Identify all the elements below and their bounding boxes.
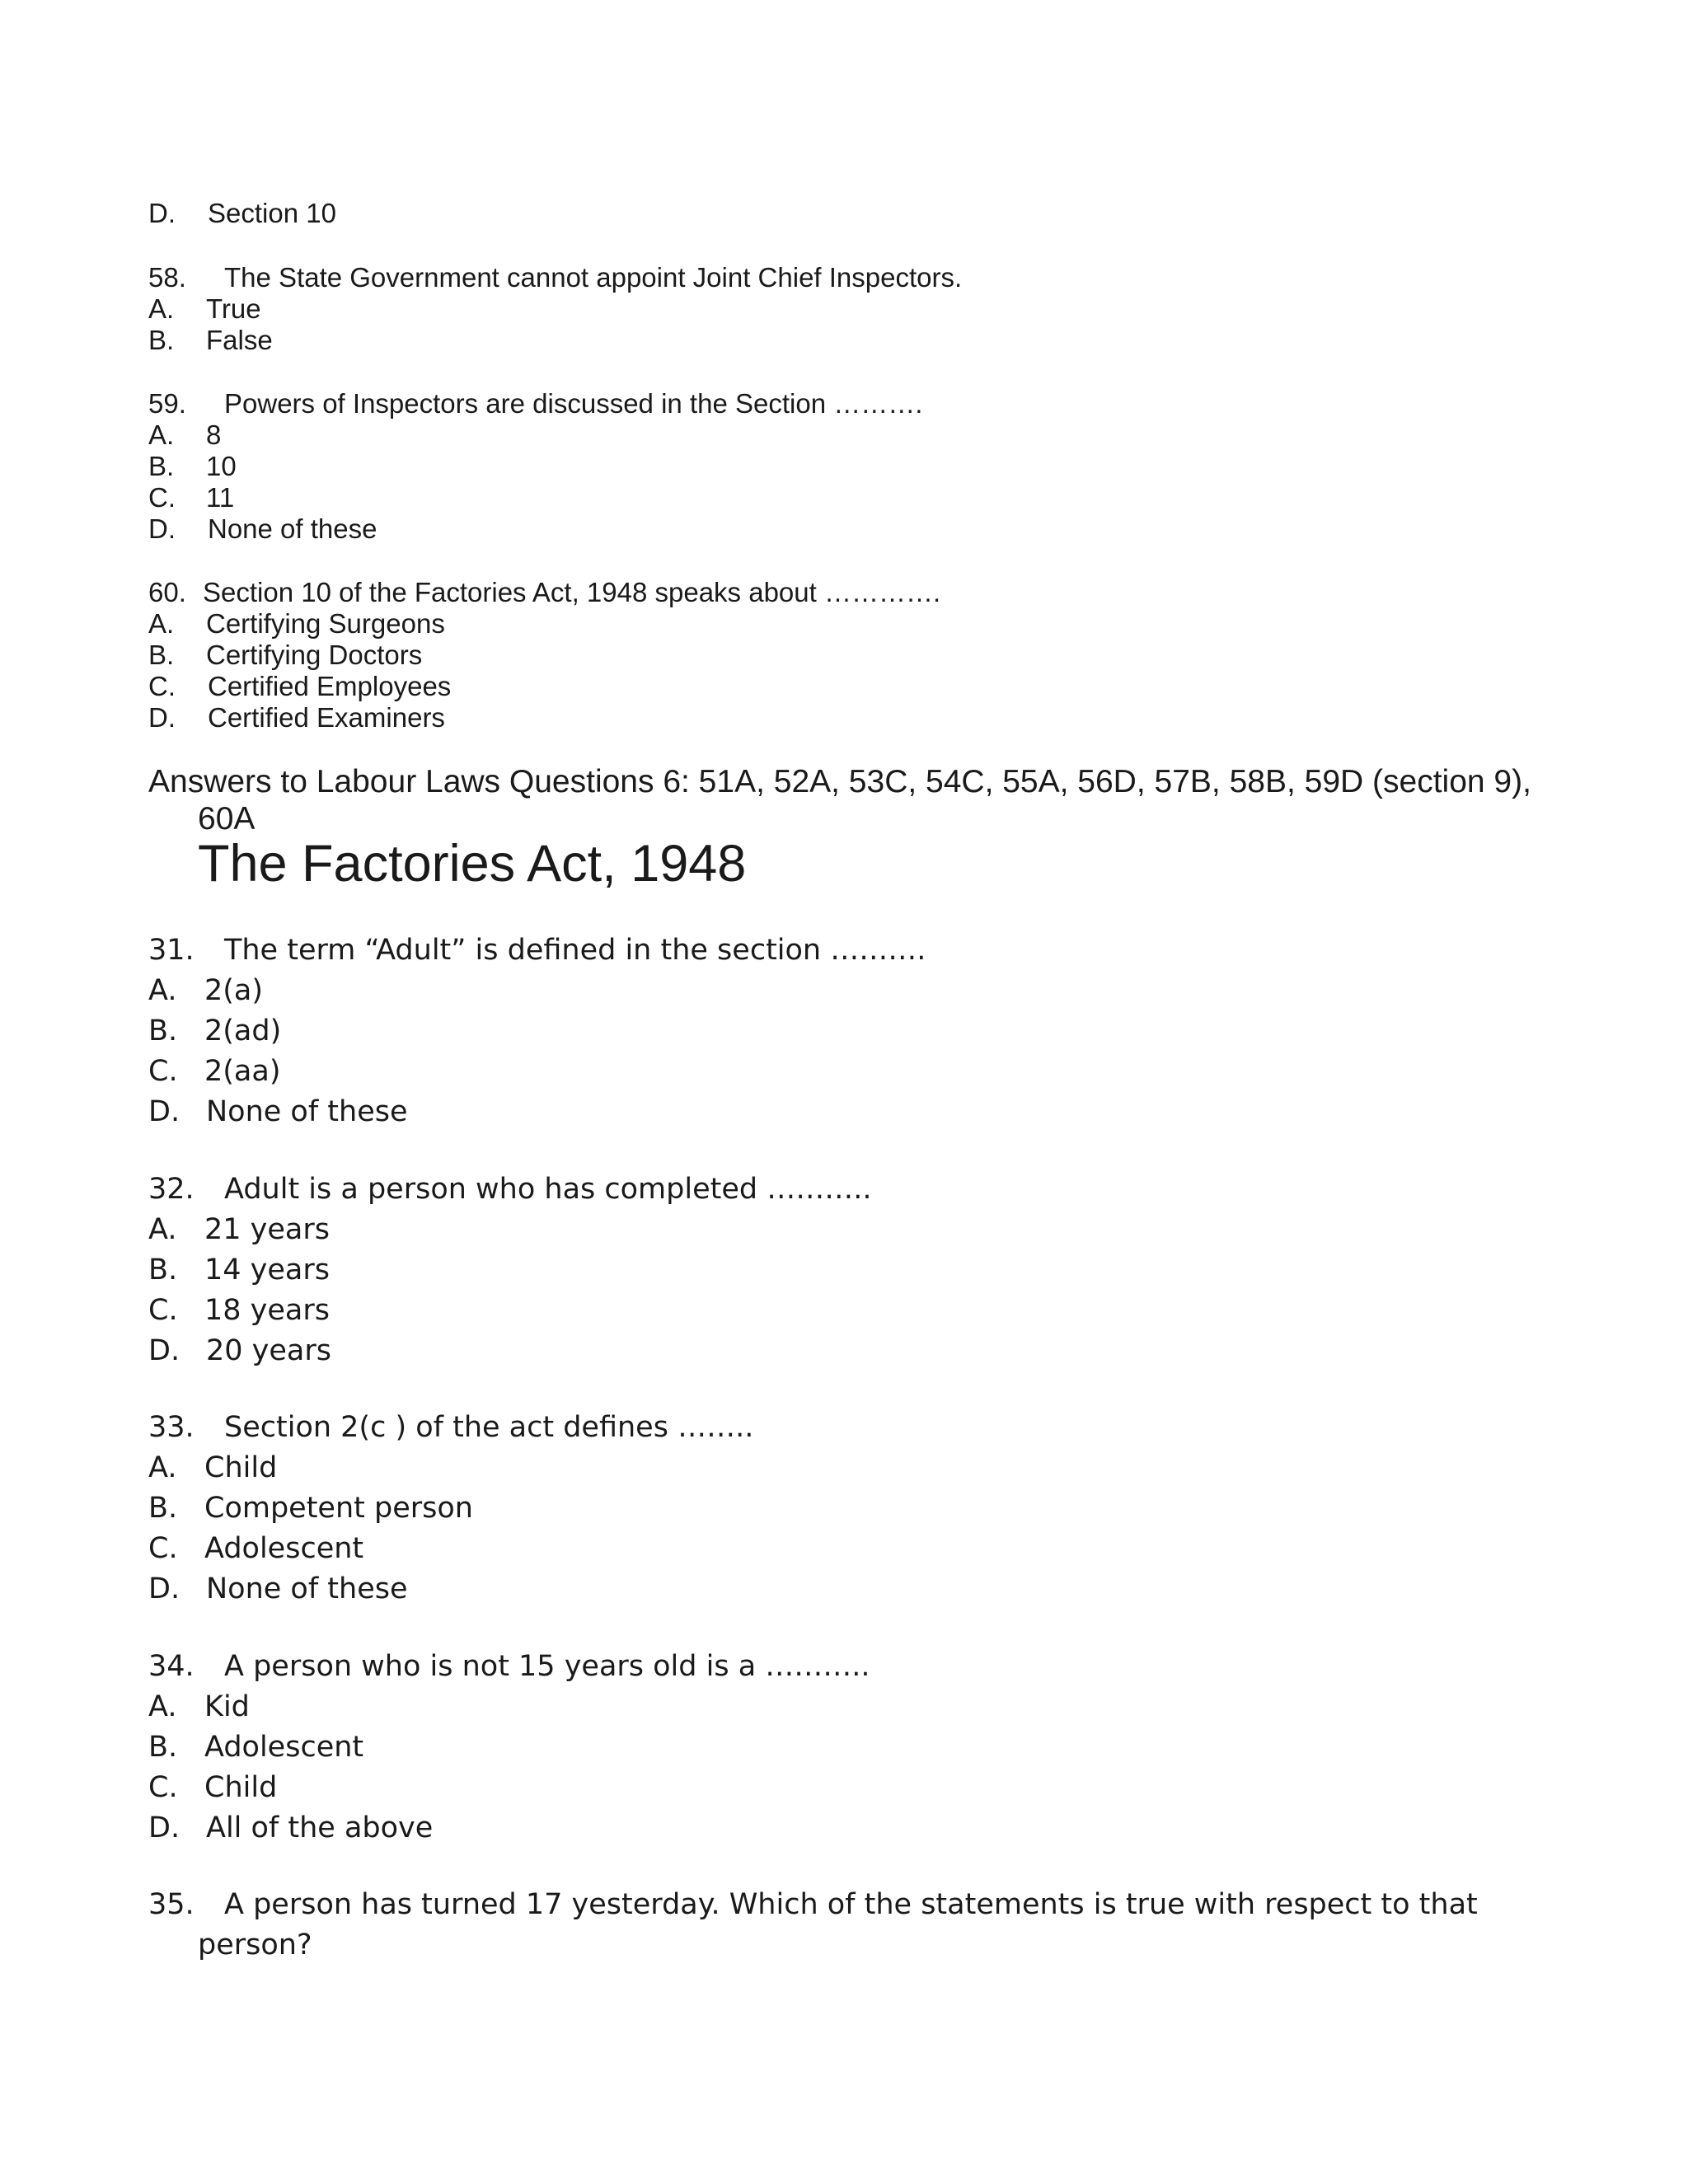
option-label: B.: [148, 1492, 178, 1525]
option-text: Certified Examiners: [208, 702, 445, 733]
option-label: A.: [148, 419, 175, 450]
question-number: 33.: [148, 1411, 195, 1444]
option-text: Certified Employees: [208, 671, 452, 701]
option-text: Certifying Surgeons: [206, 608, 445, 639]
option-text: 11: [206, 482, 235, 513]
option-text: Child: [204, 1771, 278, 1804]
option-label: D.: [148, 1334, 181, 1367]
question-number: 58.: [148, 262, 186, 293]
option-label: C.: [148, 671, 176, 701]
option-text: 10: [206, 451, 237, 481]
option-text: None of these: [208, 513, 377, 544]
option-label: A.: [148, 974, 177, 1007]
option-label: D.: [148, 1572, 181, 1605]
option-text: Certifying Doctors: [206, 640, 423, 670]
option-text: 14 years: [204, 1254, 330, 1286]
question-number: 60.: [148, 577, 186, 607]
option-label: C.: [148, 1532, 178, 1565]
option-text: Kid: [204, 1690, 250, 1723]
option-text: None of these: [206, 1095, 408, 1128]
option-label: A.: [148, 608, 175, 639]
option-label: D.: [148, 198, 176, 228]
option-label: D.: [148, 702, 176, 733]
answers-line: 60A: [198, 801, 256, 837]
question-number: 31.: [148, 934, 195, 967]
option-label: B.: [148, 451, 175, 481]
option-text: 2(a): [204, 974, 264, 1007]
option-label: B.: [148, 640, 175, 670]
question-text: Section 2(c ) of the act defines ……..: [224, 1411, 754, 1444]
option-text: 2(ad): [204, 1015, 282, 1047]
option-label: B.: [148, 325, 175, 355]
question-text: A person who is not 15 years old is a ………..: [224, 1650, 870, 1683]
option-label: C.: [148, 1771, 178, 1804]
question-number: 35.: [148, 1888, 195, 1921]
section-title: The Factories Act, 1948: [198, 835, 747, 893]
question-number: 34.: [148, 1650, 195, 1683]
option-text: None of these: [206, 1572, 408, 1605]
option-text: 8: [206, 419, 222, 450]
question-text: Section 10 of the Factories Act, 1948 speaks about ………….: [203, 577, 941, 607]
option-text: Child: [204, 1451, 278, 1484]
option-text: True: [206, 293, 261, 324]
question-text-continuation: person?: [198, 1929, 312, 1961]
question-text: The State Government cannot appoint Joint Chief Inspectors.: [224, 262, 963, 293]
option-label: A.: [148, 293, 175, 324]
option-label: B.: [148, 1731, 178, 1764]
question-number: 59.: [148, 388, 186, 419]
option-label: D.: [148, 513, 176, 544]
option-label: A.: [148, 1451, 177, 1484]
option-label: C.: [148, 1294, 178, 1327]
option-text: 18 years: [204, 1294, 330, 1327]
option-label: A.: [148, 1690, 177, 1723]
option-text: Adolescent: [204, 1731, 364, 1764]
option-text: Competent person: [204, 1492, 473, 1525]
option-text: Adolescent: [204, 1532, 364, 1565]
question-number: 32.: [148, 1173, 195, 1206]
question-text: A person has turned 17 yesterday. Which of the statements is true with respect to that: [224, 1888, 1478, 1921]
option-text: All of the above: [206, 1811, 434, 1844]
answers-line: Answers to Labour Laws Questions 6: 51A, 52A, 53C, 54C, 55A, 56D, 57B, 58B, 59D (section 9),: [148, 764, 1531, 799]
option-label: B.: [148, 1015, 178, 1047]
option-text: Section 10: [208, 198, 336, 228]
option-text: 2(aa): [204, 1055, 281, 1088]
question-text: Powers of Inspectors are discussed in the Section ……….: [224, 388, 923, 419]
option-text: False: [206, 325, 273, 355]
option-label: C.: [148, 482, 176, 513]
option-label: B.: [148, 1254, 178, 1286]
option-label: D.: [148, 1095, 181, 1128]
option-text: 20 years: [206, 1334, 331, 1367]
option-text: 21 years: [204, 1213, 330, 1246]
question-text: Adult is a person who has completed ………..: [224, 1173, 872, 1206]
question-text: The term “Adult” is defined in the section ……….: [224, 934, 926, 967]
option-label: C.: [148, 1055, 178, 1088]
option-label: A.: [148, 1213, 177, 1246]
option-label: D.: [148, 1811, 181, 1844]
